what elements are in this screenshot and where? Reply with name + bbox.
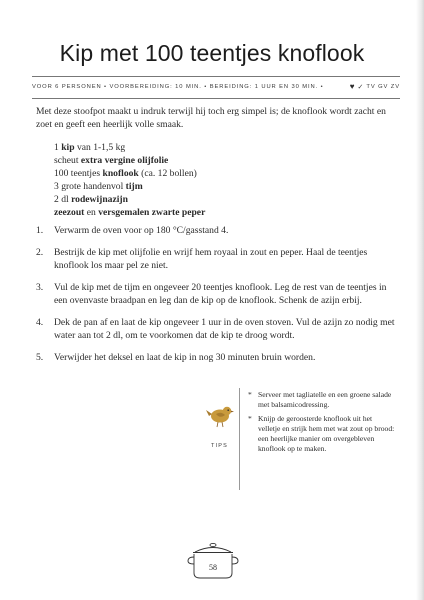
recipe-intro: Met deze stoofpot maakt u indruk terwijl hij toch erg simpel is; de knoflook wordt zacht en zoet en geeft een heerlijk volle smaak. — [36, 106, 386, 130]
recipe-title: Kip met 100 teentjes knoflook — [59, 40, 365, 66]
step-number: 4. — [36, 317, 44, 328]
ingredient-item: scheut extra vergine olijfolie — [54, 155, 169, 166]
step-text: Dek de pan af en laat de kip ongeveer 1 uur in de oven stoven. Vul de azijn zo nodig met water aan tot 2 dl, om te voorkomen dat de kip te droog wordt. — [54, 317, 395, 341]
method-step — [36, 351, 400, 364]
diet-tags — [350, 83, 400, 91]
step-text: Bestrijk de kip met olijfolie en wrijf hem royaal in zout en peper. Haal de teentjes knoflook los maar pel ze niet. — [54, 247, 368, 271]
step-text: Verwarm de oven voor op 180 °C/gasstand 4. — [54, 225, 229, 236]
recipe-meta-info: VOOR 6 PERSONEN • VOORBEREIDING: 10 MIN. • BEREIDING: 1 UUR EN 30 MIN. • — [32, 84, 324, 90]
step-text: Verwijder het deksel en laat de kip in nog 30 minuten bruin worden. — [54, 352, 316, 363]
ingredient-list — [54, 141, 205, 219]
step-number: 2. — [36, 247, 44, 258]
recipe-meta-bar — [32, 83, 400, 91]
tip-bullet: * — [248, 390, 252, 399]
diet-tags-text: TV GV ZV — [366, 84, 400, 90]
bird-icon — [206, 402, 234, 428]
tips-list — [248, 390, 396, 458]
check-icon: ✓ — [357, 84, 364, 91]
method-steps — [36, 224, 400, 373]
tips-divider — [239, 388, 240, 490]
method-step — [36, 224, 400, 237]
step-text: Vul de kip met de tijm en ongeveer 20 teentjes knoflook. Leg de rest van de teentjes in een ovenvaste braadpan en leg dan de kip op de knoflook. Schenk de azijn erbij. — [54, 282, 387, 306]
tip-item — [248, 390, 396, 410]
meta-rule-bottom — [32, 98, 400, 99]
method-step — [36, 316, 400, 342]
page-fold-shadow — [416, 0, 424, 600]
cooking-pot-icon — [186, 540, 240, 582]
step-number: 3. — [36, 282, 44, 293]
method-step — [36, 246, 400, 272]
step-number: 5. — [36, 352, 44, 363]
ingredient-item: zeezout en versgemalen zwarte peper — [54, 207, 206, 218]
tip-text: Knijp de geroosterde knoflook uit het velletje en strijk hem met wat zout op brood: een heerlijke manier om overgebleven knoflook op te maken. — [258, 414, 395, 453]
page-number: 58 — [209, 563, 217, 572]
tip-bullet: * — [248, 414, 252, 423]
meta-rule-top — [32, 76, 400, 77]
ingredient-item: 3 grote handenvol tijm — [54, 181, 143, 192]
tip-item — [248, 414, 396, 454]
ingredient-item: 100 teentjes knoflook (ca. 12 bollen) — [54, 168, 197, 179]
tip-text: Serveer met tagliatelle en een groene salade met balsamicodressing. — [258, 390, 392, 409]
step-number: 1. — [36, 225, 44, 236]
tips-label: TIPS — [211, 443, 229, 449]
method-step — [36, 281, 400, 307]
ingredient-item: 1 kip van 1-1,5 kg — [54, 142, 126, 153]
ingredient-item: 2 dl rodewijnazijn — [54, 194, 128, 205]
heart-icon: ♥ — [349, 82, 355, 91]
